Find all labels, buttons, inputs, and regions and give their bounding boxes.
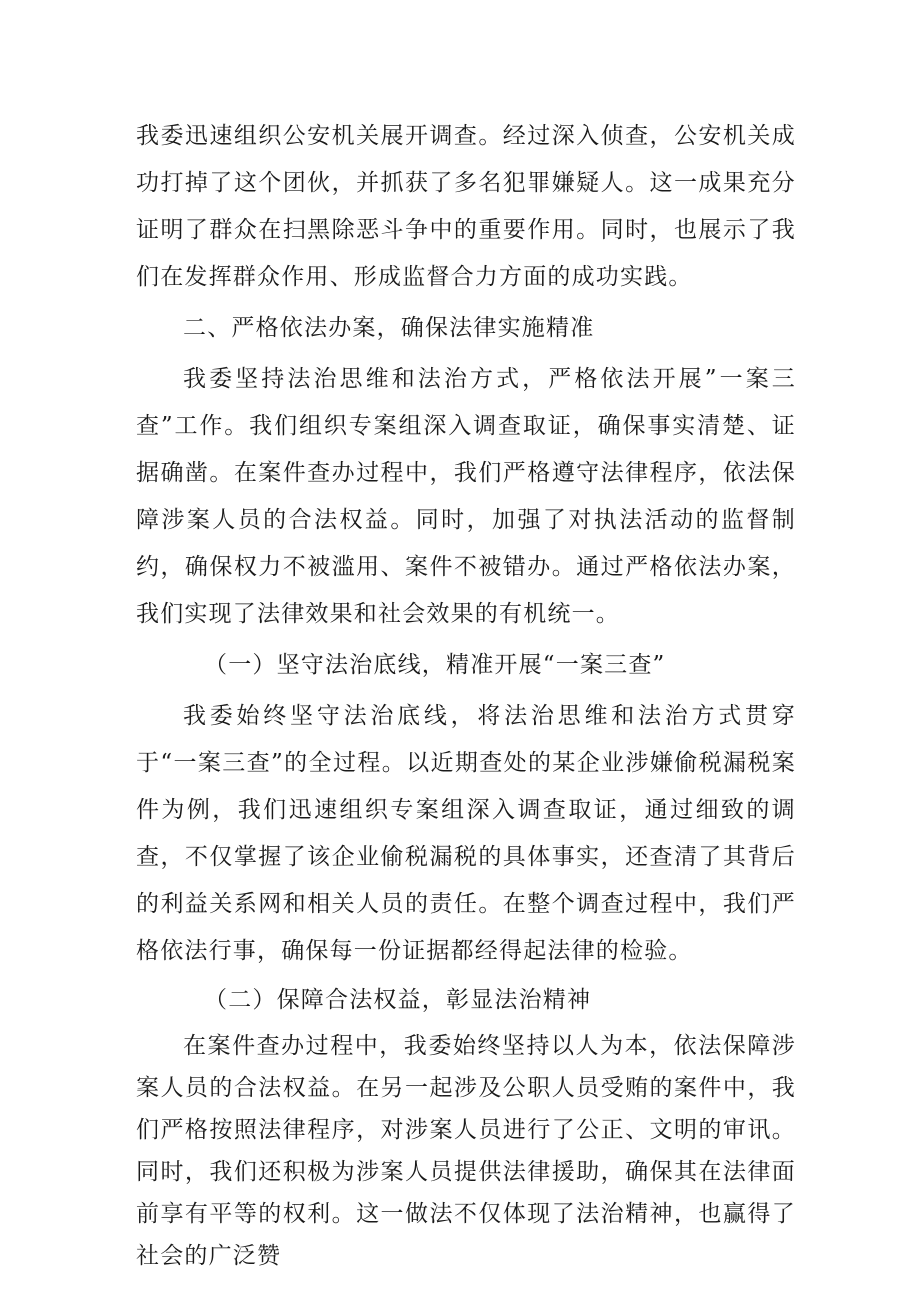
- subsection-heading-1: （一）坚守法治底线，精准开展“一案三查”: [204, 652, 666, 678]
- subsection-heading-2: （二）保障合法权益，彰显法治精神: [204, 987, 592, 1013]
- paragraph-section-2: 我委坚持法治思维和法治方式，严格依法开展”一案三查”工作。我们组织专案组深入调查取证，确保事实清楚、证据确凿。在案件查办过程中，我们严格遵守法律程序，依法保障涉案人员的合法权益。同时，加强了对执法活动的监督制约，确保权力不被滥用、案件不被错办。通过严格依法办案，我们实现了法律效果和社会效果的有机统一。: [136, 366, 796, 627]
- document-body: [136, 113, 796, 1277]
- paragraph-subsection-2: 在案件查办过程中，我委始终坚持以人为本，依法保障涉案人员的合法权益。在另一起涉及公职人员受贿的案件中，我们严格按照法律程序，对涉案人员进行了公正、文明的审讯。同时，我们还积极为涉案人员提供法律援助，确保其在法律面前享有平等的权利。这一做法不仅体现了法治精神，也赢得了社会的广泛赞: [136, 1033, 796, 1269]
- paragraph-subsection-1: 我委始终坚守法治底线，将法治思维和法治方式贯穿于“一案三查”的全过程。以近期查处的某企业涉嫌偷税漏税案件为例，我们迅速组织专案组深入调查取证，通过细致的调查，不仅掌握了该企业偷税漏税的具体事实，还查清了其背后的利益关系网和相关人员的责任。在整个调查过程中，我们严格依法行事，确保每一份证据都经得起法律的检验。: [136, 703, 796, 964]
- paragraph-continuation: 我委迅速组织公安机关展开调查。经过深入侦查，公安机关成功打掉了这个团伙，并抓获了多名犯罪嫌疑人。这一成果充分证明了群众在扫黑除恶斗争中的重要作用。同时，也展示了我们在发挥群众作用、形成监督合力方面的成功实践。: [136, 123, 796, 290]
- section-heading-2: 二、严格依法办案，确保法律实施精准: [183, 315, 595, 341]
